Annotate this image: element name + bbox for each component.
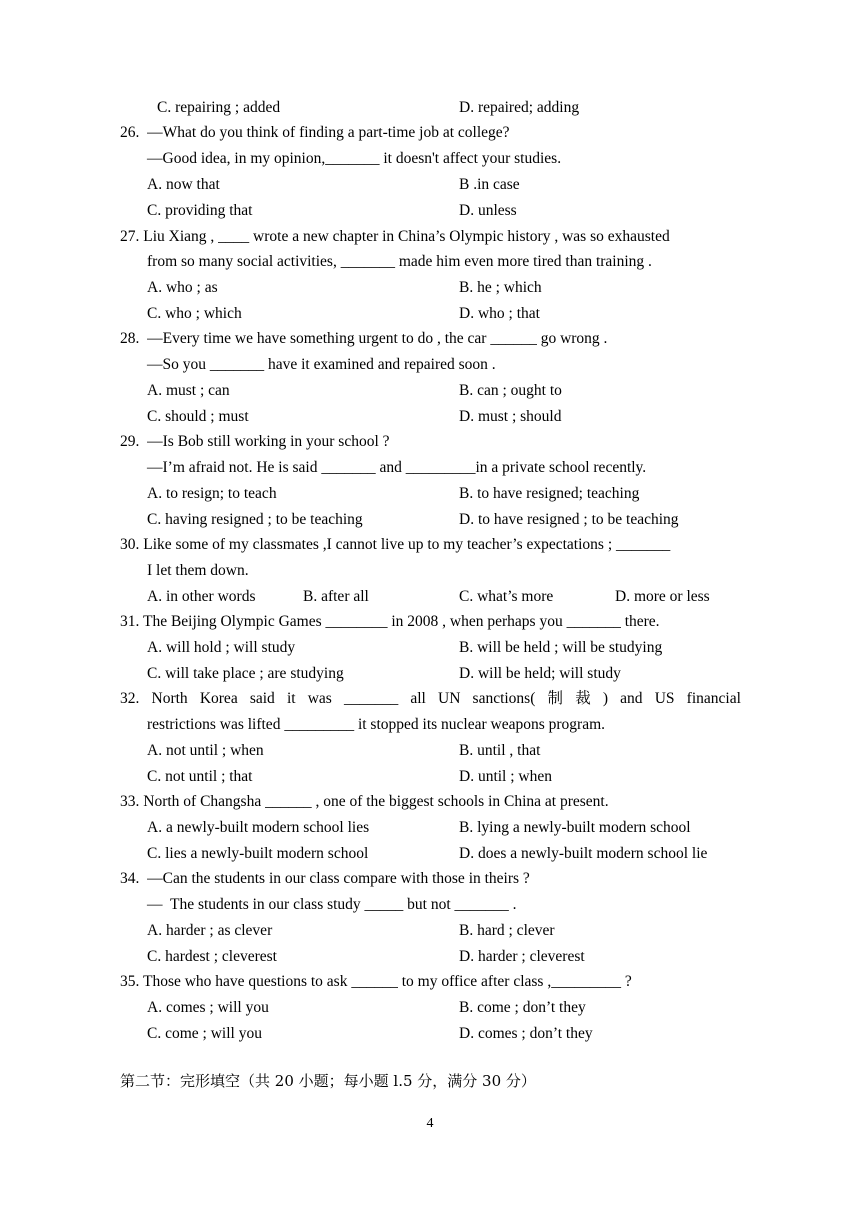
q25-option-d: D. repaired; adding xyxy=(459,99,580,116)
q34-stem: 34. —Can the students in our class compare with those in theirs ? xyxy=(120,870,530,887)
q26-stem: 26. —What do you think of finding a part-time job at college? xyxy=(120,124,510,141)
q34-option-d: D. harder ; cleverest xyxy=(459,948,585,965)
q30-stem-cont: I let them down. xyxy=(147,562,249,579)
q28-option-b: B. can ; ought to xyxy=(459,382,562,399)
q33-option-c: C. lies a newly-built modern school xyxy=(147,845,369,862)
q35-stem: 35. Those who have questions to ask ______ to my office after class ,_________ ? xyxy=(120,973,632,990)
q35-option-c: C. come ; will you xyxy=(147,1025,262,1042)
q34-option-a: A. harder ; as clever xyxy=(147,922,273,939)
q26-option-b: B .in case xyxy=(459,176,520,193)
q32-option-c: C. not until ; that xyxy=(147,768,253,785)
q26-response: —Good idea, in my opinion,_______ it doesn't affect your studies. xyxy=(147,150,562,167)
q32-word: financial xyxy=(686,690,741,707)
q32-word: UN xyxy=(438,690,461,707)
q25-option-c: C. repairing ; added xyxy=(157,99,281,116)
q33-option-a: A. a newly-built modern school lies xyxy=(147,819,370,836)
q27-option-a: A. who ; as xyxy=(147,279,218,296)
q27-option-d: D. who ; that xyxy=(459,305,540,322)
page-number: 4 xyxy=(426,1116,434,1131)
q31-option-a: A. will hold ; will study xyxy=(147,639,296,656)
section-heading: 第二节：完形填空（共 20 小题；每小题 l.5 分，满分 30 分） xyxy=(120,1072,536,1090)
q32-word: sanctions( xyxy=(472,690,536,707)
q34-option-b: B. hard ; clever xyxy=(459,922,555,939)
q32-word: ) xyxy=(602,690,609,707)
q32-option-d: D. until ; when xyxy=(459,768,552,785)
q32-option-a: A. not until ; when xyxy=(147,742,264,759)
q26-option-a: A. now that xyxy=(147,176,220,193)
q26-option-c: C. providing that xyxy=(147,202,253,219)
q32-word: 32. xyxy=(120,690,140,707)
q29-response: —I’m afraid not. He is said _______ and _________in a private school recently. xyxy=(147,459,647,476)
q30-stem: 30. Like some of my classmates ,I cannot live up to my teacher’s expectations ; _______ xyxy=(120,536,671,553)
q35-option-d: D. comes ; don’t they xyxy=(459,1025,593,1042)
q32-word: said xyxy=(249,690,275,707)
q30-option-b: B. after all xyxy=(303,588,369,605)
q27-stem-cont: from so many social activities, _______ made him even more tired than training . xyxy=(147,253,652,270)
q32-word: US xyxy=(654,690,675,707)
q28-option-d: D. must ; should xyxy=(459,408,562,425)
q32-word: North xyxy=(151,690,188,707)
q29-option-d: D. to have resigned ; to be teaching xyxy=(459,511,679,528)
q32-word: and xyxy=(620,690,643,707)
q27-option-c: C. who ; which xyxy=(147,305,242,322)
q32-word: 裁 xyxy=(575,690,591,707)
q32-word: was xyxy=(307,690,332,707)
q32-word: all xyxy=(410,690,426,707)
q28-option-c: C. should ; must xyxy=(147,408,249,425)
q31-stem: 31. The Beijing Olympic Games ________ in 2008 , when perhaps you _______ there. xyxy=(120,613,660,630)
q28-stem: 28. —Every time we have something urgent to do , the car ______ go wrong . xyxy=(120,330,608,347)
q33-option-d: D. does a newly-built modern school lie xyxy=(459,845,708,862)
q30-option-d: D. more or less xyxy=(615,588,710,605)
q30-option-c: C. what’s more xyxy=(459,588,554,605)
q31-option-d: D. will be held; will study xyxy=(459,665,621,682)
q29-stem: 29. —Is Bob still working in your school ? xyxy=(120,433,390,450)
q35-option-a: A. comes ; will you xyxy=(147,999,269,1016)
q29-option-b: B. to have resigned; teaching xyxy=(459,485,640,502)
q35-option-b: B. come ; don’t they xyxy=(459,999,586,1016)
q32-option-b: B. until , that xyxy=(459,742,541,759)
q29-option-a: A. to resign; to teach xyxy=(147,485,277,502)
q32-stem-cont: restrictions was lifted _________ it stopped its nuclear weapons program. xyxy=(147,716,606,733)
q31-option-b: B. will be held ; will be studying xyxy=(459,639,663,656)
q32-stem xyxy=(120,689,741,709)
q32-word: _______ xyxy=(343,690,399,707)
q32-word: it xyxy=(286,690,296,707)
q34-response: — The students in our class study _____ but not _______ . xyxy=(147,896,517,913)
q27-option-b: B. he ; which xyxy=(459,279,542,296)
q27-stem: 27. Liu Xiang , ____ wrote a new chapter in China’s Olympic history , was so exhausted xyxy=(120,228,670,245)
q34-option-c: C. hardest ; cleverest xyxy=(147,948,277,965)
q31-option-c: C. will take place ; are studying xyxy=(147,665,344,682)
q33-stem: 33. North of Changsha ______ , one of the biggest schools in China at present. xyxy=(120,793,609,810)
q29-option-c: C. having resigned ; to be teaching xyxy=(147,511,363,528)
q28-response: —So you _______ have it examined and repaired soon . xyxy=(147,356,496,373)
q32-word: 制 xyxy=(547,690,564,707)
q30-option-a: A. in other words xyxy=(147,588,256,605)
q28-option-a: A. must ; can xyxy=(147,382,230,399)
q33-option-b: B. lying a newly-built modern school xyxy=(459,819,691,836)
q32-word: Korea xyxy=(199,690,238,707)
q26-option-d: D. unless xyxy=(459,202,517,219)
